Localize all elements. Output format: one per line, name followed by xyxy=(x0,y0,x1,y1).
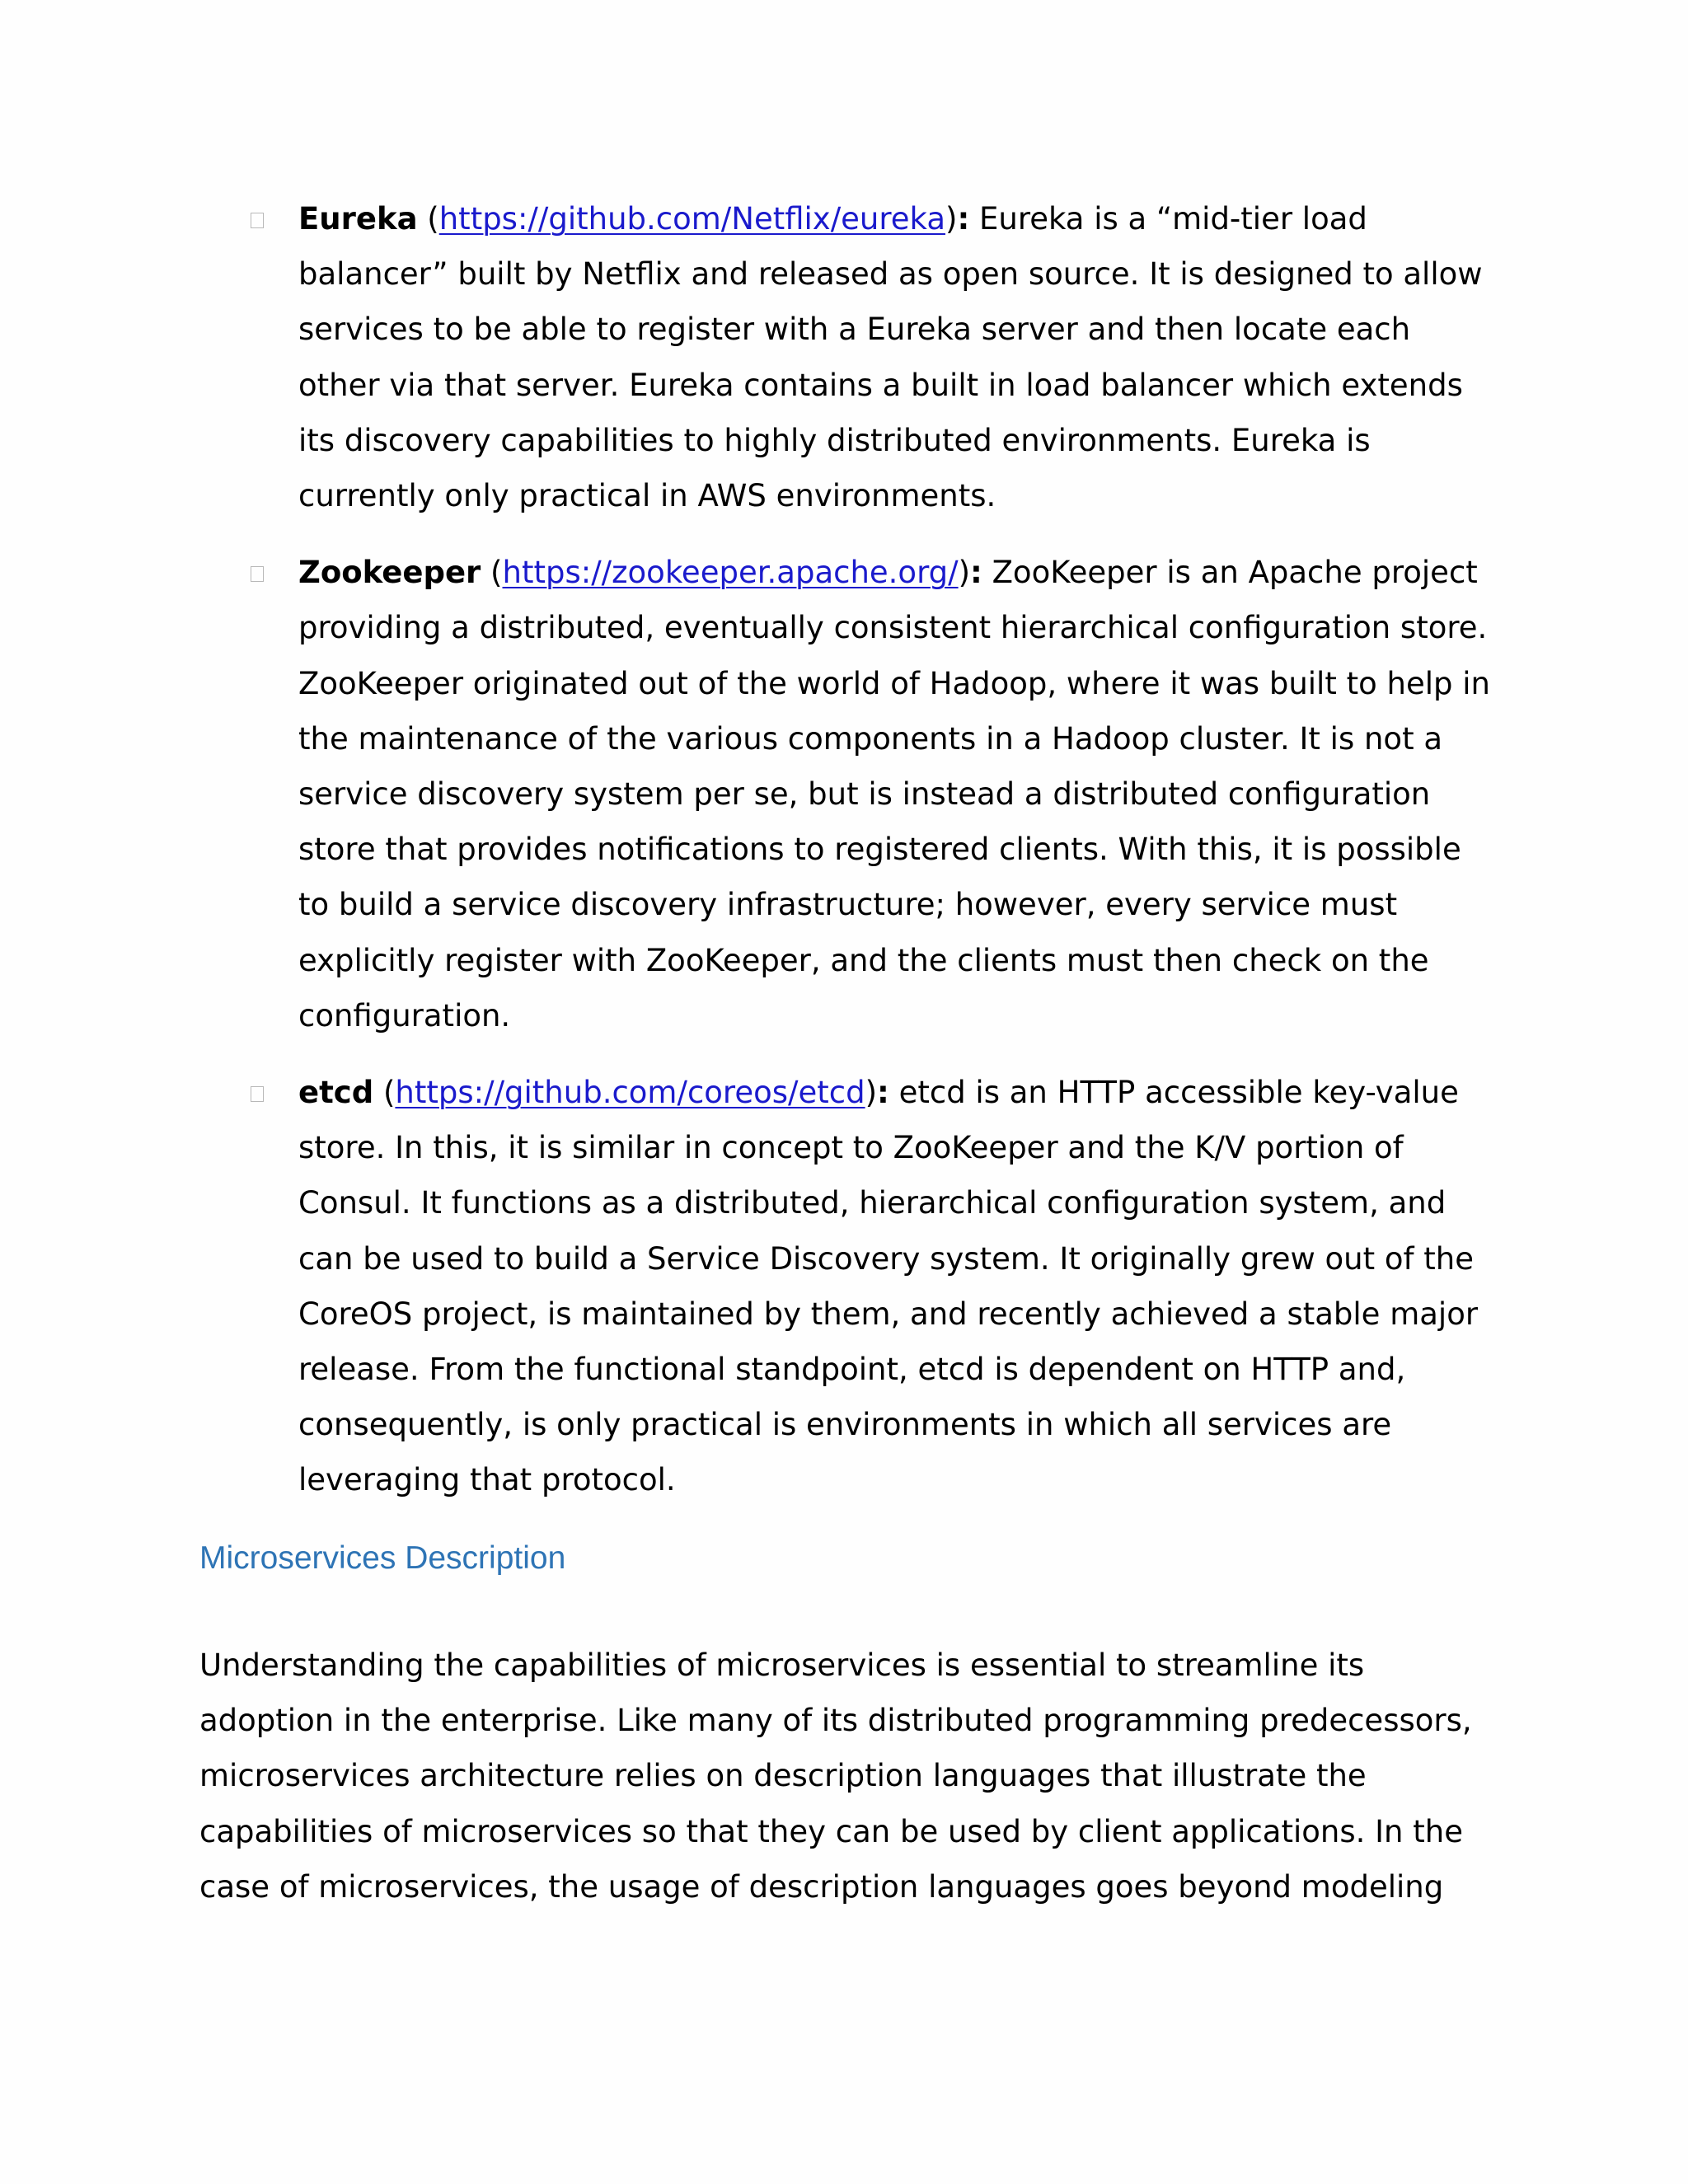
close-paren: ) xyxy=(958,555,971,591)
eureka-link[interactable]: https://github.com/Netflix/eureka xyxy=(438,201,945,237)
bullet-term: Eureka xyxy=(298,201,418,237)
bullet-term: etcd xyxy=(298,1075,374,1111)
etcd-link[interactable]: https://github.com/coreos/etcd xyxy=(395,1075,865,1111)
open-paren: ( xyxy=(373,1075,396,1111)
bullet-box-icon xyxy=(251,213,264,228)
close-paren: ) xyxy=(865,1075,878,1111)
bullet-item-eureka xyxy=(298,191,1493,523)
bullet-list xyxy=(0,191,1688,1530)
bullet-item-zookeeper xyxy=(298,545,1493,1043)
bullet-text: etcd is an HTTP accessible key-value store. In this, it is similar in concept to ZooKeeper and the K/V portion of Consul. It functions as a distributed, hierarchical configuration system, and can be used to build a Service Discovery system. It originally grew out of the CoreOS project, is maintained by them, and recently achieved a stable major release. From the functional standpoint, etcd is dependent on HTTP and, consequently, is only practical is environments in which all services are leveraging that protocol. xyxy=(298,1075,1479,1498)
open-paren: ( xyxy=(417,201,439,237)
bullet-box-icon xyxy=(251,566,264,582)
colon: : xyxy=(957,201,970,237)
colon: : xyxy=(877,1075,889,1111)
bullet-term: Zookeeper xyxy=(298,555,481,591)
zookeeper-link[interactable]: https://zookeeper.apache.org/ xyxy=(502,555,959,591)
bullet-text: Eureka is a “mid-tier load balancer” built by Netflix and released as open source. It is designed to allow services to be able to register with a Eureka server and then locate each other via that server. Eureka contains a built in load balancer which extends its discovery capabilities to highly distributed environments. Eureka is currently only practical in AWS environments. xyxy=(298,201,1483,514)
bullet-box-icon xyxy=(251,1086,264,1102)
body-paragraph: Understanding the capabilities of microservices is essential to streamline its adoption in the enterprise. Like many of its distributed programming predecessors, microservices architecture relies on description languages that illustrate the capabilities of microservices so that they can be used by client applications. In the case of microservices, the usage of description languages goes beyond modeling xyxy=(199,1647,1472,1905)
section-heading: Microservices Description xyxy=(199,1540,566,1576)
bullet-item-etcd xyxy=(298,1065,1493,1508)
bullet-text: ZooKeeper is an Apache project providing a distributed, eventually consistent hierarchical configuration store. ZooKeeper originated out of the world of Hadoop, where it was built to help in the maintenance of the various components in a Hadoop cluster. It is not a service discovery system per se, but is instead a distributed configuration store that provides notifications to registered clients. With this, it is possible to build a service discovery infrastructure; however, every service must explicitly register with ZooKeeper, and the clients must then check on the configuration. xyxy=(298,555,1490,1033)
open-paren: ( xyxy=(481,555,503,591)
close-paren: ) xyxy=(945,201,958,237)
colon: : xyxy=(970,555,982,591)
